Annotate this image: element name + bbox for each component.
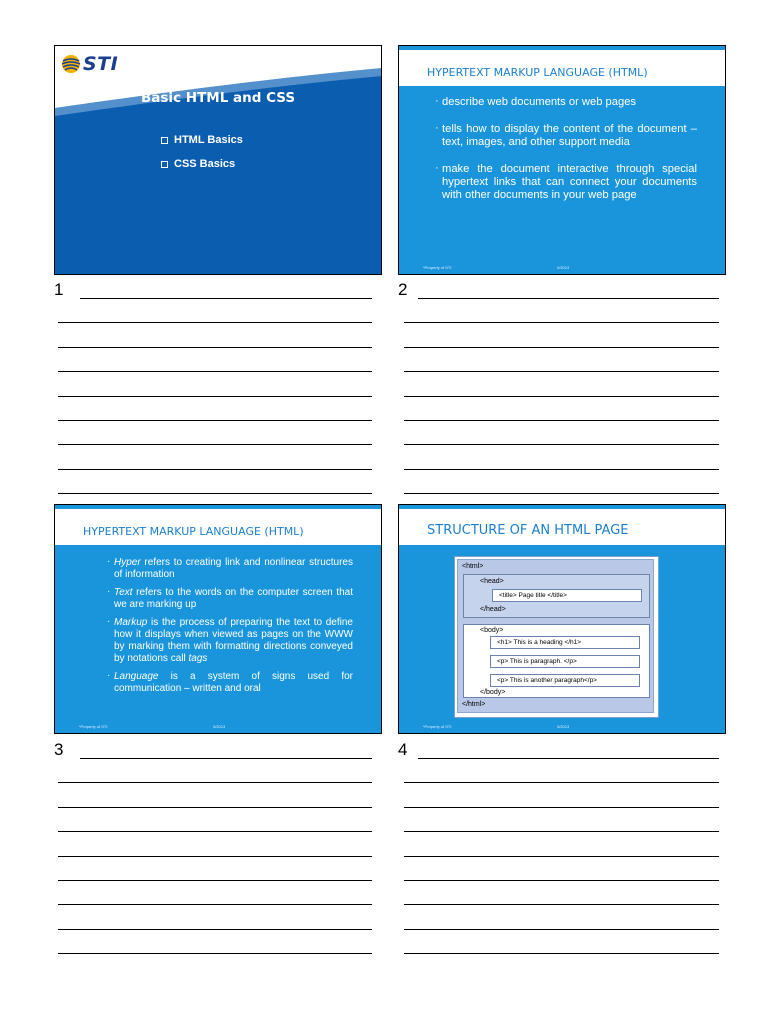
html-structure-diagram <box>454 556 659 718</box>
head-open-tag: <head> <box>480 578 504 585</box>
note-line <box>404 929 719 930</box>
globe-icon <box>61 54 81 74</box>
note-line <box>58 347 372 348</box>
footer-right: 0/2013 <box>557 265 570 270</box>
bullet-list <box>107 557 353 701</box>
slide-number: 4 <box>398 740 408 759</box>
note-line <box>58 322 372 323</box>
html-close-tag: </html> <box>462 701 486 708</box>
bullet-item: · tells how to display the content of the document – text, images, and other support media <box>435 123 697 149</box>
note-line <box>404 904 719 905</box>
note-line <box>404 807 719 808</box>
note-line <box>404 880 719 881</box>
bullet-item: · Markup is the process of preparing the text to define how it displays when viewed as pages on the WWW by marking them with formatting directions conveyed by notations call tags <box>107 617 353 665</box>
logo-text: STI <box>83 53 119 75</box>
slide-number: 1 <box>54 280 64 299</box>
slide-number: 2 <box>398 280 408 299</box>
note-line <box>404 322 719 323</box>
note-line <box>404 782 719 783</box>
slide-title: HYPERTEXT MARKUP LANGUAGE (HTML) <box>427 66 648 79</box>
html-open-tag: <html> <box>462 563 484 570</box>
bullet-item: · Language is a system of signs used for communication – written and oral <box>107 671 353 695</box>
note-line <box>418 298 719 299</box>
slide-3 <box>54 504 382 734</box>
footer-left: *Property of STI <box>423 265 452 270</box>
checkbox-bullet-icon <box>161 161 168 168</box>
bullet-item: · make the document interactive through special hypertext links that can connect your documents with other documents in your web page <box>435 163 697 202</box>
note-line <box>58 371 372 372</box>
note-line <box>418 758 719 759</box>
note-line <box>404 444 719 445</box>
footer-left: *Property of STI <box>423 724 452 729</box>
note-line <box>404 831 719 832</box>
p2-line: <p> This is another paragraph</p> <box>490 674 640 687</box>
note-line <box>58 929 372 930</box>
note-line <box>58 856 372 857</box>
slide-2 <box>398 45 726 275</box>
bullet-item: · Hyper refers to creating link and nonlinear structures of information <box>107 557 353 581</box>
note-line <box>404 469 719 470</box>
slide-1 <box>54 45 382 275</box>
bullet-list <box>435 96 697 216</box>
slide-4 <box>398 504 726 734</box>
note-line <box>58 880 372 881</box>
slide-number: 3 <box>54 740 64 759</box>
footer-left: *Property of STI <box>79 724 108 729</box>
sti-logo <box>61 53 118 75</box>
note-line <box>58 493 372 494</box>
list-item: CSS Basics <box>161 158 243 170</box>
note-line <box>58 420 372 421</box>
topic-list <box>161 134 243 182</box>
head-box <box>463 574 650 618</box>
h1-line: <h1> This is a heading </h1> <box>490 636 640 649</box>
html-box <box>457 559 654 713</box>
body-box <box>463 624 650 698</box>
note-line <box>80 298 372 299</box>
note-line <box>404 953 719 954</box>
note-line <box>404 856 719 857</box>
note-line <box>58 469 372 470</box>
note-line <box>58 807 372 808</box>
slide-title: STRUCTURE OF AN HTML PAGE <box>427 523 629 538</box>
body-close-tag: </body> <box>480 689 506 696</box>
note-line <box>58 444 372 445</box>
note-line <box>80 758 372 759</box>
bullet-item: · Text refers to the words on the computer screen that we are marking up <box>107 587 353 611</box>
note-line <box>58 953 372 954</box>
p1-line: <p> This is paragraph. </p> <box>490 655 640 668</box>
note-line <box>404 396 719 397</box>
note-line <box>404 371 719 372</box>
footer-right: 0/2013 <box>213 724 226 729</box>
note-line <box>58 396 372 397</box>
title-line: <title> Page title </title> <box>492 589 642 602</box>
checkbox-bullet-icon <box>161 137 168 144</box>
list-item: HTML Basics <box>161 134 243 146</box>
footer-right: 0/2013 <box>557 724 570 729</box>
head-close-tag: </head> <box>480 606 506 613</box>
note-line <box>58 904 372 905</box>
slide-title: Basic HTML and CSS <box>141 90 296 106</box>
note-line <box>58 831 372 832</box>
note-line <box>58 782 372 783</box>
note-line <box>404 347 719 348</box>
slide-title: HYPERTEXT MARKUP LANGUAGE (HTML) <box>83 525 304 538</box>
note-line <box>404 493 719 494</box>
bullet-item: · describe web documents or web pages <box>435 96 697 109</box>
note-line <box>404 420 719 421</box>
body-open-tag: <body> <box>480 627 504 634</box>
